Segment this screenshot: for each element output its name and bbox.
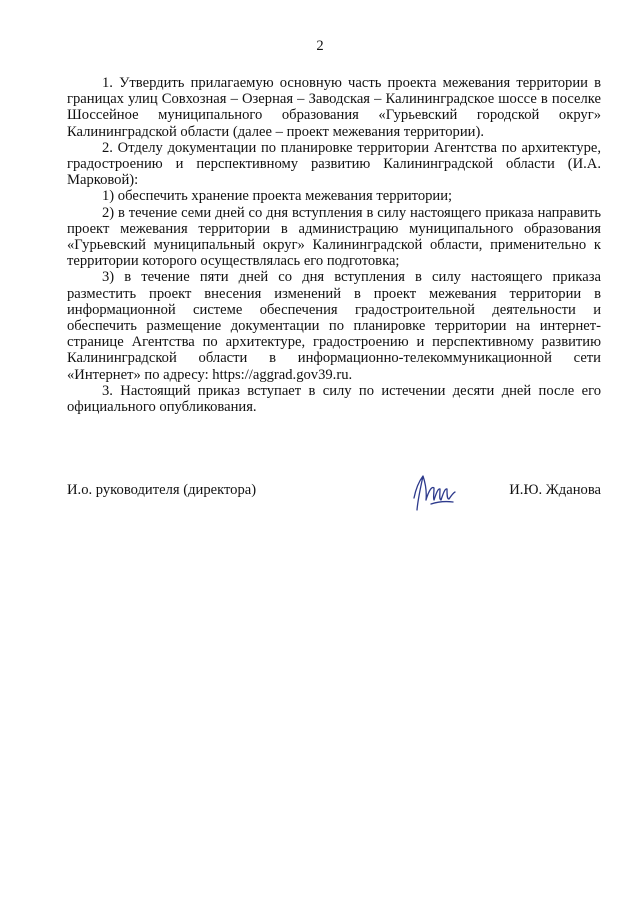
page-number: 2 xyxy=(316,38,324,54)
paragraph-item-2: 2) в течение семи дней со дня вступления в силу настоящего приказа направить проект межевания территории в администрацию муниципального образования «Гурьевский муниципальный округ» Калининградской области, применительно к территории которого осуществлялась его подготовка; xyxy=(67,204,601,270)
paragraph-item-1: 1) обеспечить хранение проекта межевания территории; xyxy=(102,188,453,205)
paragraph-item-3: 3) в течение пяти дней со дня вступления в силу настоящего приказа разместить проект внесения изменений в проект межевания территории в информационной системе обеспечения градостроительной деятельности и обеспечить размещение документации по планировке территории на интернет-странице Агентства по архитектуре, градостроению и перспективному развитию Калининградской области в информационно-телекоммуникационной сети «Интернет» по адресу: https://aggrad.gov39.ru. xyxy=(67,269,601,383)
order-body xyxy=(67,75,601,415)
paragraph-approve: 1. Утвердить прилагаемую основную часть проекта межевания территории в границах улиц Совхозная – Озерная – Заводская – Калининградское шоссе в поселке Шоссейное муниципального образования «Гурьевский городской округ» Калининградской области (далее – проект межевания территории). xyxy=(67,75,601,140)
signatory-position: И.о. руководителя (директора) xyxy=(67,482,257,498)
paragraph-effective: 3. Настоящий приказ вступает в силу по истечении десяти дней после его официального опубликования. xyxy=(67,382,601,416)
paragraph-department: 2. Отделу документации по планировке территории Агентства по архитектуре, градостроению и перспективному развитию Калининградской области (И.А. Марковой): xyxy=(67,139,601,189)
signature-block xyxy=(67,482,601,522)
signatory-name: И.Ю. Жданова xyxy=(509,482,601,498)
handwritten-signature-icon xyxy=(405,468,465,518)
